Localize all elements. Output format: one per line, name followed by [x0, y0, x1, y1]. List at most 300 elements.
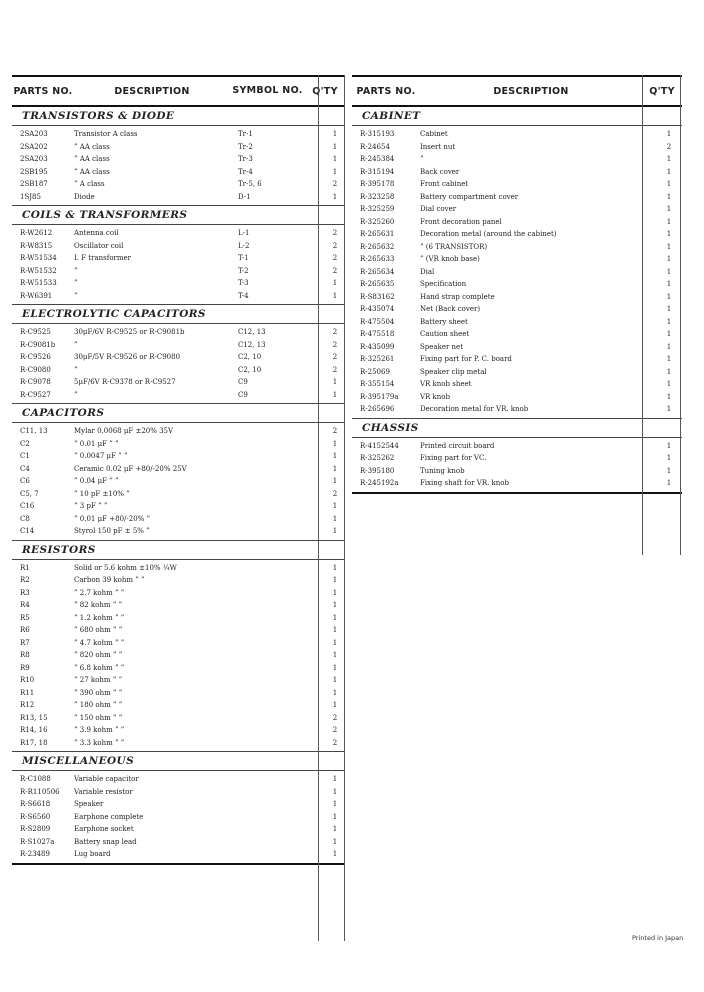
symbol-cell — [230, 463, 305, 476]
qty-cell: 1 — [332, 812, 338, 821]
part-number-cell: R6 — [20, 626, 30, 634]
qty-cell: 2 — [332, 365, 338, 374]
description-cell: VR knob sheet — [420, 380, 472, 388]
part-number-cell: R-315194 — [360, 167, 395, 176]
qty-cell: 1 — [332, 613, 338, 622]
part-number-cell: R-265696 — [360, 405, 395, 413]
description-cell: Earphone socket — [74, 825, 134, 833]
qty-cell: 1 — [332, 514, 338, 523]
table-row — [12, 438, 345, 451]
part-number-cell: R8 — [20, 651, 30, 659]
table-row — [12, 389, 345, 402]
description-cell: ” 180 ohm ” ” — [74, 701, 123, 709]
symbol-cell — [230, 798, 305, 811]
qty-cell: 2 — [332, 328, 338, 336]
table-row — [352, 452, 682, 465]
table-row — [12, 326, 345, 339]
part-number-cell: 2SA203 — [20, 130, 48, 138]
qty-cell: 1 — [666, 342, 672, 351]
left-qty-rule — [318, 75, 319, 941]
description-cell: Diode — [74, 192, 95, 201]
part-number-cell: C8 — [20, 514, 30, 523]
symbol-cell: C9 — [238, 390, 248, 399]
part-number-cell: R-315193 — [360, 130, 395, 138]
description-cell: Dial cover — [420, 205, 457, 213]
right-parts-table — [352, 75, 682, 494]
part-number-cell: R17, 18 — [20, 738, 48, 747]
qty-cell: 1 — [666, 192, 672, 201]
description-cell: Dial — [420, 267, 435, 276]
description-cell: Lug board — [74, 850, 111, 858]
description-cell: Battery sheet — [420, 317, 468, 326]
section-rows — [352, 126, 682, 418]
part-number-cell: R-C9527 — [20, 390, 51, 399]
qty-cell: 2 — [666, 142, 672, 151]
part-number-cell: R-4152544 — [360, 441, 399, 450]
symbol-cell: L-2 — [238, 241, 250, 250]
table-row — [12, 637, 345, 650]
part-number-cell: 2SB195 — [20, 167, 48, 176]
qty-cell: 2 — [332, 266, 338, 275]
part-number-cell: R-245192a — [360, 479, 399, 487]
description-cell: Decoration metal (around the cabinet) — [420, 230, 557, 238]
symbol-cell — [230, 649, 305, 662]
table-row — [12, 773, 345, 786]
part-number-cell: R-265635 — [360, 280, 395, 288]
qty-cell: 1 — [332, 787, 338, 796]
table-row — [352, 328, 682, 341]
qty-cell: 1 — [332, 142, 338, 151]
description-cell: Back cover — [420, 167, 460, 176]
part-number-cell: R-323258 — [360, 192, 395, 201]
part-number-cell: R-475504 — [360, 317, 395, 326]
part-number-cell: R-C9526 — [20, 353, 51, 361]
description-cell: ” 3 pF ” ” — [74, 502, 108, 510]
qty-cell: 1 — [332, 527, 338, 535]
qty-cell: 1 — [332, 638, 338, 647]
description-cell: ” 0.01 μF ” ” — [74, 439, 119, 448]
symbol-cell — [230, 848, 305, 861]
symbol-cell — [230, 525, 305, 538]
qty-cell: 1 — [332, 626, 338, 634]
table-row — [352, 128, 682, 141]
section-rows — [12, 423, 345, 540]
table-row — [12, 737, 345, 750]
description-cell: ” AA class — [74, 142, 110, 151]
description-cell: Battery snap lead — [74, 837, 137, 846]
part-number-cell: R-265633 — [360, 255, 395, 263]
part-number-cell: C1 — [20, 452, 30, 460]
qty-cell: 2 — [332, 353, 338, 361]
description-cell: Front decoration panel — [420, 217, 502, 226]
table-row — [12, 848, 345, 861]
qty-cell: 1 — [332, 800, 338, 808]
symbol-cell: D-1 — [238, 192, 251, 201]
part-number-cell: R-S83162 — [360, 292, 395, 301]
table-row — [12, 364, 345, 377]
symbol-cell — [230, 737, 305, 750]
right-table-header — [352, 77, 682, 107]
description-cell: ” 10 pF ±10% ” — [74, 489, 130, 498]
description-cell: ” 27 kohm ” ” — [74, 676, 123, 684]
part-number-cell: R-S6618 — [20, 800, 51, 808]
part-number-cell: C6 — [20, 477, 30, 485]
table-row — [352, 291, 682, 304]
table-row — [352, 228, 682, 241]
part-number-cell: 2SB187 — [20, 180, 48, 188]
qty-cell: 1 — [666, 466, 672, 475]
symbol-cell: C12, 13 — [238, 340, 266, 349]
description-cell: ” 680 ohm ” ” — [74, 626, 123, 634]
part-number-cell: R-C9525 — [20, 328, 51, 336]
symbol-cell — [230, 687, 305, 700]
description-cell: I. F transformer — [74, 254, 132, 262]
part-number-cell: R13, 15 — [20, 713, 48, 722]
table-row — [12, 252, 345, 265]
header-parts-no: PARTS NO. — [356, 85, 416, 97]
symbol-cell — [230, 488, 305, 501]
part-number-cell: R-435099 — [360, 342, 395, 351]
description-cell: Caution sheet — [420, 330, 470, 338]
table-row — [352, 353, 682, 366]
qty-cell: 1 — [666, 330, 672, 338]
description-cell: Earphone complete — [74, 812, 144, 821]
description-cell: ” A class — [74, 180, 105, 188]
qty-cell: 1 — [666, 454, 672, 462]
part-number-cell: R-R110506 — [20, 787, 60, 796]
part-number-cell: R-23489 — [20, 850, 50, 858]
table-row — [12, 674, 345, 687]
description-cell: ” 2.7 kohm ” ” — [74, 588, 125, 597]
symbol-cell: T-3 — [238, 279, 249, 287]
part-number-cell: R1 — [20, 563, 30, 572]
symbol-cell — [230, 836, 305, 849]
section-title: COILS & TRANSFORMERS — [22, 209, 188, 221]
description-cell: Tuning knob — [420, 466, 465, 475]
table-row — [352, 341, 682, 354]
qty-cell: 1 — [332, 837, 338, 846]
description-cell: ” (VR knob base) — [420, 255, 480, 263]
part-number-cell: C5, 7 — [20, 489, 39, 498]
part-number-cell: R-S1027a — [20, 837, 55, 846]
qty-cell: 1 — [666, 392, 672, 401]
table-row — [12, 290, 345, 303]
qty-cell: 2 — [332, 726, 338, 734]
qty-cell: 2 — [332, 254, 338, 262]
description-cell: ” 3.9 kohm ” ” — [74, 726, 125, 734]
qty-cell: 1 — [666, 305, 672, 313]
qty-cell: 1 — [332, 130, 338, 138]
part-number-cell: R-24654 — [360, 142, 390, 151]
table-row — [12, 500, 345, 513]
part-number-cell: R3 — [20, 588, 30, 597]
qty-cell: 1 — [332, 601, 338, 609]
part-number-cell: R-S6560 — [20, 812, 51, 821]
description-cell: Ceramic 0.02 μF +80/-20% 25V — [74, 464, 187, 473]
description-cell: ” 0.04 μF ” ” — [74, 477, 119, 485]
table-row — [12, 811, 345, 824]
part-number-cell: R-C1088 — [20, 775, 51, 783]
table-row — [352, 465, 682, 478]
part-number-cell: R-475518 — [360, 330, 395, 338]
part-number-cell: R-325262 — [360, 454, 395, 462]
symbol-cell: C12, 13 — [238, 328, 266, 336]
table-row — [352, 216, 682, 229]
section-rows — [12, 324, 345, 403]
description-cell: 30μF/5V R-C9526 or R-C9080 — [74, 353, 181, 361]
table-row — [12, 166, 345, 179]
section-title: ELECTROLYTIC CAPACITORS — [22, 308, 206, 320]
qty-cell: 1 — [332, 390, 338, 399]
part-number-cell: R7 — [20, 638, 30, 647]
part-number-cell: R-S2809 — [20, 825, 51, 833]
table-row — [12, 339, 345, 352]
description-cell: Specification — [420, 280, 467, 288]
part-number-cell: R10 — [20, 676, 35, 684]
part-number-cell: R-245384 — [360, 155, 395, 163]
qty-cell: 1 — [666, 130, 672, 138]
description-cell: Antenna coil — [74, 229, 119, 237]
description-cell: Fixing shaft for VR. knob — [420, 479, 509, 487]
section-rows — [352, 438, 682, 492]
table-row — [12, 562, 345, 575]
part-number-cell: C4 — [20, 464, 30, 473]
part-number-cell: R4 — [20, 601, 30, 609]
table-row — [12, 488, 345, 501]
symbol-cell: C2, 10 — [238, 353, 262, 361]
part-number-cell: R2 — [20, 576, 30, 584]
table-row — [12, 724, 345, 737]
qty-cell: 1 — [332, 439, 338, 448]
description-cell: ” AA class — [74, 167, 110, 176]
qty-cell: 1 — [332, 378, 338, 386]
description-cell: Fixing part for P. C. board — [420, 355, 512, 363]
section-rows — [12, 560, 345, 752]
table-row — [12, 128, 345, 141]
part-number-cell: R-325259 — [360, 205, 395, 213]
description-cell: ” AA class — [74, 155, 110, 163]
table-row — [12, 823, 345, 836]
symbol-cell — [230, 624, 305, 637]
part-number-cell: C11, 13 — [20, 427, 48, 435]
part-number-cell: R5 — [20, 613, 30, 622]
symbol-cell — [230, 823, 305, 836]
table-row — [12, 141, 345, 154]
description-cell: ” 820 ohm ” ” — [74, 651, 123, 659]
table-row — [12, 265, 345, 278]
qty-cell: 1 — [666, 380, 672, 388]
qty-cell: 1 — [332, 850, 338, 858]
left-sections — [12, 107, 345, 863]
section-title: RESISTORS — [22, 543, 96, 556]
description-cell: Variable capacitor — [74, 775, 139, 783]
qty-cell: 1 — [332, 588, 338, 597]
table-row — [12, 463, 345, 476]
part-number-cell: R-395180 — [360, 466, 395, 475]
table-row — [12, 178, 345, 191]
table-row — [12, 425, 345, 438]
description-cell: ” 82 kohm ” ” — [74, 601, 123, 609]
symbol-cell — [230, 637, 305, 650]
qty-cell: 1 — [332, 167, 338, 176]
table-row — [12, 574, 345, 587]
table-row — [12, 798, 345, 811]
table-row — [12, 475, 345, 488]
symbol-cell — [230, 425, 305, 438]
qty-cell: 2 — [332, 489, 338, 498]
part-number-cell: R-W51532 — [20, 266, 57, 275]
qty-cell: 1 — [332, 663, 338, 672]
header-qty: Q'TY — [649, 85, 675, 97]
symbol-cell — [230, 811, 305, 824]
description-cell: Oscillator coil — [74, 241, 124, 250]
header-symbol-no: SYMBOL NO. — [232, 85, 303, 96]
qty-cell: 1 — [332, 291, 338, 300]
part-number-cell: R-C9080 — [20, 365, 51, 374]
part-number-cell: R-C9078 — [20, 378, 51, 386]
symbol-cell — [230, 438, 305, 451]
table-row — [352, 477, 682, 490]
qty-cell: 1 — [666, 280, 672, 288]
symbol-cell — [230, 699, 305, 712]
description-cell: VR knob — [420, 392, 450, 401]
table-row — [352, 241, 682, 254]
section-title: TRANSISTORS & DIODE — [22, 110, 175, 122]
description-cell: ” 4.7 kohm ” ” — [74, 638, 125, 647]
right-bottom-rule — [352, 492, 682, 494]
symbol-cell: C2, 10 — [238, 365, 262, 374]
part-number-cell: 1SJ85 — [20, 192, 41, 201]
qty-cell: 1 — [332, 676, 338, 684]
section-rows — [12, 126, 345, 205]
description-cell: Carbon 39 kohm ” ” — [74, 576, 145, 584]
table-row — [12, 836, 345, 849]
section-rows — [12, 225, 345, 304]
table-row — [12, 612, 345, 625]
symbol-cell — [230, 500, 305, 513]
description-cell: Battery compartment cover — [420, 192, 519, 201]
table-row — [352, 440, 682, 453]
part-number-cell: R9 — [20, 663, 30, 672]
qty-cell: 1 — [666, 267, 672, 276]
qty-cell: 2 — [332, 427, 338, 435]
table-row — [12, 513, 345, 526]
section-rows — [12, 771, 345, 863]
qty-cell: 2 — [332, 713, 338, 722]
qty-cell: 2 — [332, 229, 338, 237]
symbol-cell — [230, 599, 305, 612]
table-row — [12, 376, 345, 389]
table-row — [12, 191, 345, 204]
part-number-cell: 2SA203 — [20, 155, 48, 163]
part-number-cell: R14, 16 — [20, 726, 48, 734]
part-number-cell: R-W6391 — [20, 291, 53, 300]
qty-cell: 1 — [332, 452, 338, 460]
description-cell: ” (6 TRANSISTOR) — [420, 242, 488, 251]
part-number-cell: R-W8315 — [20, 241, 53, 250]
qty-cell: 2 — [332, 180, 338, 188]
description-cell: Insert nut — [420, 142, 456, 151]
table-row — [12, 599, 345, 612]
qty-cell: 1 — [666, 367, 672, 376]
symbol-cell: T-2 — [238, 266, 249, 275]
table-row — [12, 587, 345, 600]
part-number-cell: R-395179a — [360, 392, 399, 401]
table-row — [352, 278, 682, 291]
table-row — [12, 699, 345, 712]
part-number-cell: R-W51533 — [20, 279, 57, 287]
qty-cell: 1 — [666, 479, 672, 487]
header-description: DESCRIPTION — [114, 85, 190, 97]
description-cell: ” 6.8 kohm ” ” — [74, 663, 125, 672]
header-parts-no: PARTS NO. — [13, 85, 73, 97]
table-row — [352, 391, 682, 404]
table-row — [12, 662, 345, 675]
qty-cell: 1 — [332, 563, 338, 572]
printed-in-japan: Printed in Japan — [632, 934, 684, 942]
table-row — [12, 712, 345, 725]
qty-cell: 1 — [666, 205, 672, 213]
description-cell: Cabinet — [420, 130, 448, 138]
table-row — [352, 403, 682, 416]
description-cell: Mylar 0.0068 μF ±20% 35V — [74, 427, 174, 435]
part-number-cell: R-325261 — [360, 355, 395, 363]
description-cell: ” 150 ohm ” ” — [74, 713, 123, 722]
header-description: DESCRIPTION — [493, 85, 569, 97]
symbol-cell — [230, 450, 305, 463]
right-sections — [352, 107, 682, 492]
symbol-cell: Tr-2 — [238, 142, 253, 151]
left-column-divider — [344, 75, 345, 941]
table-row — [352, 191, 682, 204]
description-cell: ” — [74, 291, 78, 300]
symbol-cell — [230, 513, 305, 526]
description-cell: Speaker clip metal — [420, 367, 487, 376]
table-row — [352, 153, 682, 166]
part-number-cell: C16 — [20, 502, 35, 510]
symbol-cell — [230, 724, 305, 737]
symbol-cell: T-4 — [238, 291, 249, 300]
table-row — [12, 240, 345, 253]
qty-cell: 2 — [332, 241, 338, 250]
table-row — [352, 316, 682, 329]
section-title: CAPACITORS — [22, 407, 105, 419]
description-cell: Speaker net — [420, 342, 464, 351]
description-cell: ” 0.01 μF +80/-20% ” — [74, 514, 151, 523]
table-row — [12, 450, 345, 463]
qty-cell: 1 — [666, 255, 672, 263]
right-qty-rule — [642, 75, 643, 555]
qty-cell: 1 — [332, 701, 338, 709]
qty-cell: 1 — [332, 192, 338, 201]
description-cell: ” — [74, 365, 78, 374]
symbol-cell: Tr-4 — [238, 167, 253, 176]
description-cell: ” — [74, 279, 78, 287]
part-number-cell: R-265632 — [360, 242, 395, 251]
qty-cell: 1 — [332, 775, 338, 783]
symbol-cell — [230, 587, 305, 600]
qty-cell: 1 — [332, 502, 338, 510]
part-number-cell: R-265631 — [360, 230, 395, 238]
qty-cell: 1 — [666, 317, 672, 326]
left-parts-table — [12, 75, 345, 865]
part-number-cell: R-C9081b — [20, 340, 56, 349]
symbol-cell: Tr-1 — [238, 130, 253, 138]
description-cell: Hand strap complete — [420, 292, 495, 301]
table-row — [12, 649, 345, 662]
symbol-cell: Tr-5, 6 — [238, 180, 262, 188]
left-bottom-rule — [12, 863, 345, 865]
